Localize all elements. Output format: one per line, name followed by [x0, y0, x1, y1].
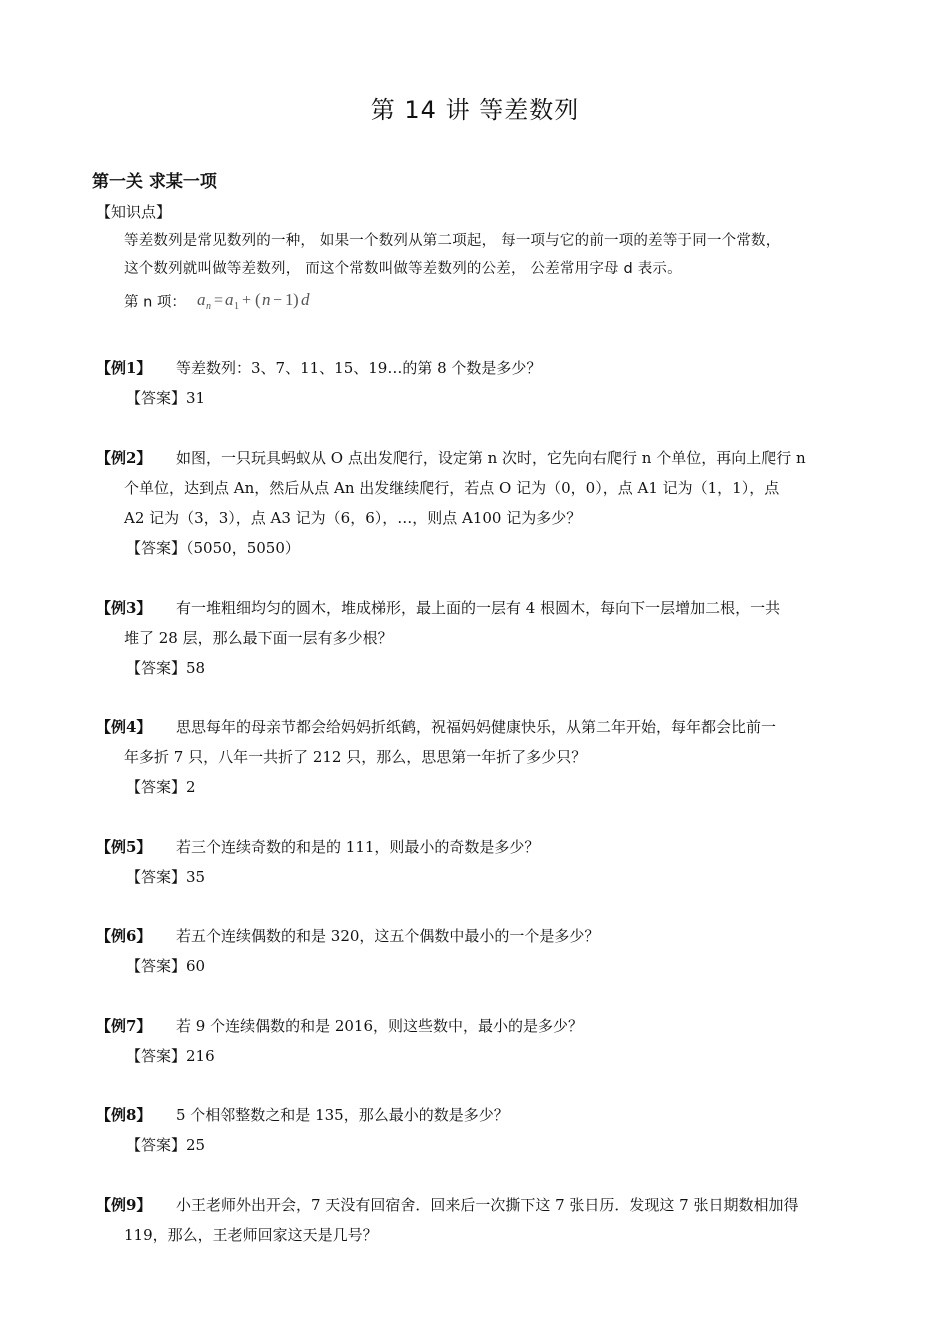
example-label: 【例7】: [96, 1017, 152, 1035]
svg-text:+: +: [241, 292, 251, 309]
nth-term-formula: [195, 288, 325, 314]
svg-text:n: n: [261, 290, 271, 309]
answer-label: 【答案】: [126, 957, 187, 975]
svg-text:(: (: [254, 290, 261, 309]
example-label: 【例1】: [96, 359, 152, 377]
knowledge-label: 【知识点】: [96, 203, 172, 221]
example-question-cont: 堆了 28 层，那么最下面一层有多少根？: [124, 629, 393, 647]
formula-row: [124, 288, 325, 314]
answer-label: 【答案】: [126, 868, 187, 886]
section-heading: 第一关 求某一项: [92, 172, 217, 192]
example-question: 5 个相邻整数之和是 135，那么最小的数是多少？: [176, 1106, 509, 1124]
example-question-cont: 年多折 7 只，八年一共折了 212 只，那么，思思第一年折了多少只？: [124, 748, 587, 766]
example-label: 【例2】: [96, 449, 152, 467]
example-label: 【例3】: [96, 599, 152, 617]
answer-value: （5050，5050）: [186, 539, 300, 557]
example-question-cont: A2 记为（3，3），点 A3 记为（6，6），…，则点 A100 记为多少？: [124, 509, 582, 527]
answer-value: 216: [186, 1047, 215, 1065]
example-label: 【例8】: [96, 1106, 152, 1124]
svg-text:a: a: [196, 290, 206, 309]
example-label: 【例4】: [96, 718, 152, 736]
svg-text:1: 1: [233, 301, 239, 312]
answer-label: 【答案】: [126, 1047, 187, 1065]
knowledge-line: 这个数列就叫做等差数列， 而这个常数叫做等差数列的公差， 公差常用字母 d 表示。: [124, 261, 682, 277]
svg-text:a: a: [224, 290, 234, 309]
example-question: 如图，一只玩具蚂蚁从 O 点出发爬行，设定第 n 次时，它先向右爬行 n 个单位，再向上爬行 n: [176, 449, 806, 467]
example-question-cont: 个单位，达到点 An，然后从点 An 出发继续爬行，若点 O 记为（0，0），点 A1 记为（1，1），点: [124, 479, 780, 497]
answer-label: 【答案】: [126, 1136, 187, 1154]
example-5: [96, 832, 876, 892]
example-8: [96, 1100, 876, 1160]
svg-text:−: −: [272, 292, 282, 309]
example-question: 小王老师外出开会，7 天没有回宿舍．回来后一次撕下这 7 张日历．发现这 7 张日期数相加得: [176, 1196, 799, 1214]
example-question-cont: 119，那么，王老师回家这天是几号？: [124, 1226, 378, 1244]
example-label: 【例9】: [96, 1196, 152, 1214]
answer-value: 31: [186, 389, 206, 407]
example-label: 【例5】: [96, 838, 152, 856]
knowledge-line: 等差数列是常见数列的一种， 如果一个数列从第二项起， 每一项与它的前一项的差等于同一个常数，: [124, 233, 781, 249]
answer-label: 【答案】: [126, 659, 187, 677]
example-9: [96, 1190, 876, 1250]
answer-value: 58: [186, 659, 206, 677]
example-1: [96, 353, 876, 413]
answer-value: 2: [186, 778, 196, 796]
example-3: [96, 593, 876, 683]
example-4: [96, 712, 876, 802]
example-7: [96, 1011, 876, 1071]
svg-text:d: d: [300, 290, 310, 309]
answer-value: 60: [186, 957, 206, 975]
example-2: [96, 443, 876, 563]
svg-text:n: n: [205, 301, 211, 312]
knowledge-text: [124, 227, 870, 283]
answer-label: 【答案】: [126, 389, 187, 407]
svg-text:1: 1: [284, 290, 294, 309]
answer-label: 【答案】: [126, 778, 187, 796]
svg-text:=: =: [213, 292, 223, 309]
formula-label: 第 n 项：: [124, 294, 186, 311]
answer-value: 25: [186, 1136, 206, 1154]
page-title: 第 14 讲 等差数列: [370, 96, 580, 124]
svg-text:): ): [292, 290, 299, 309]
example-question: 思思每年的母亲节都会给妈妈折纸鹤，祝福妈妈健康快乐，从第二年开始，每年都会比前一: [176, 718, 777, 736]
example-question: 若 9 个连续偶数的和是 2016，则这些数中，最小的是多少？: [176, 1017, 584, 1035]
answer-label: 【答案】: [126, 539, 187, 557]
example-label: 【例6】: [96, 927, 152, 945]
example-question: 若五个连续偶数的和是 320，这五个偶数中最小的一个是多少？: [176, 927, 600, 945]
example-question: 有一堆粗细均匀的圆木，堆成梯形，最上面的一层有 4 根圆木，每向下一层增加二根，一共: [176, 599, 781, 617]
example-6: [96, 921, 876, 981]
answer-value: 35: [186, 868, 206, 886]
example-question: 若三个连续奇数的和是的 111，则最小的奇数是多少？: [176, 838, 540, 856]
example-question: 等差数列：3、7、11、15、19…的第 8 个数是多少？: [176, 359, 542, 377]
